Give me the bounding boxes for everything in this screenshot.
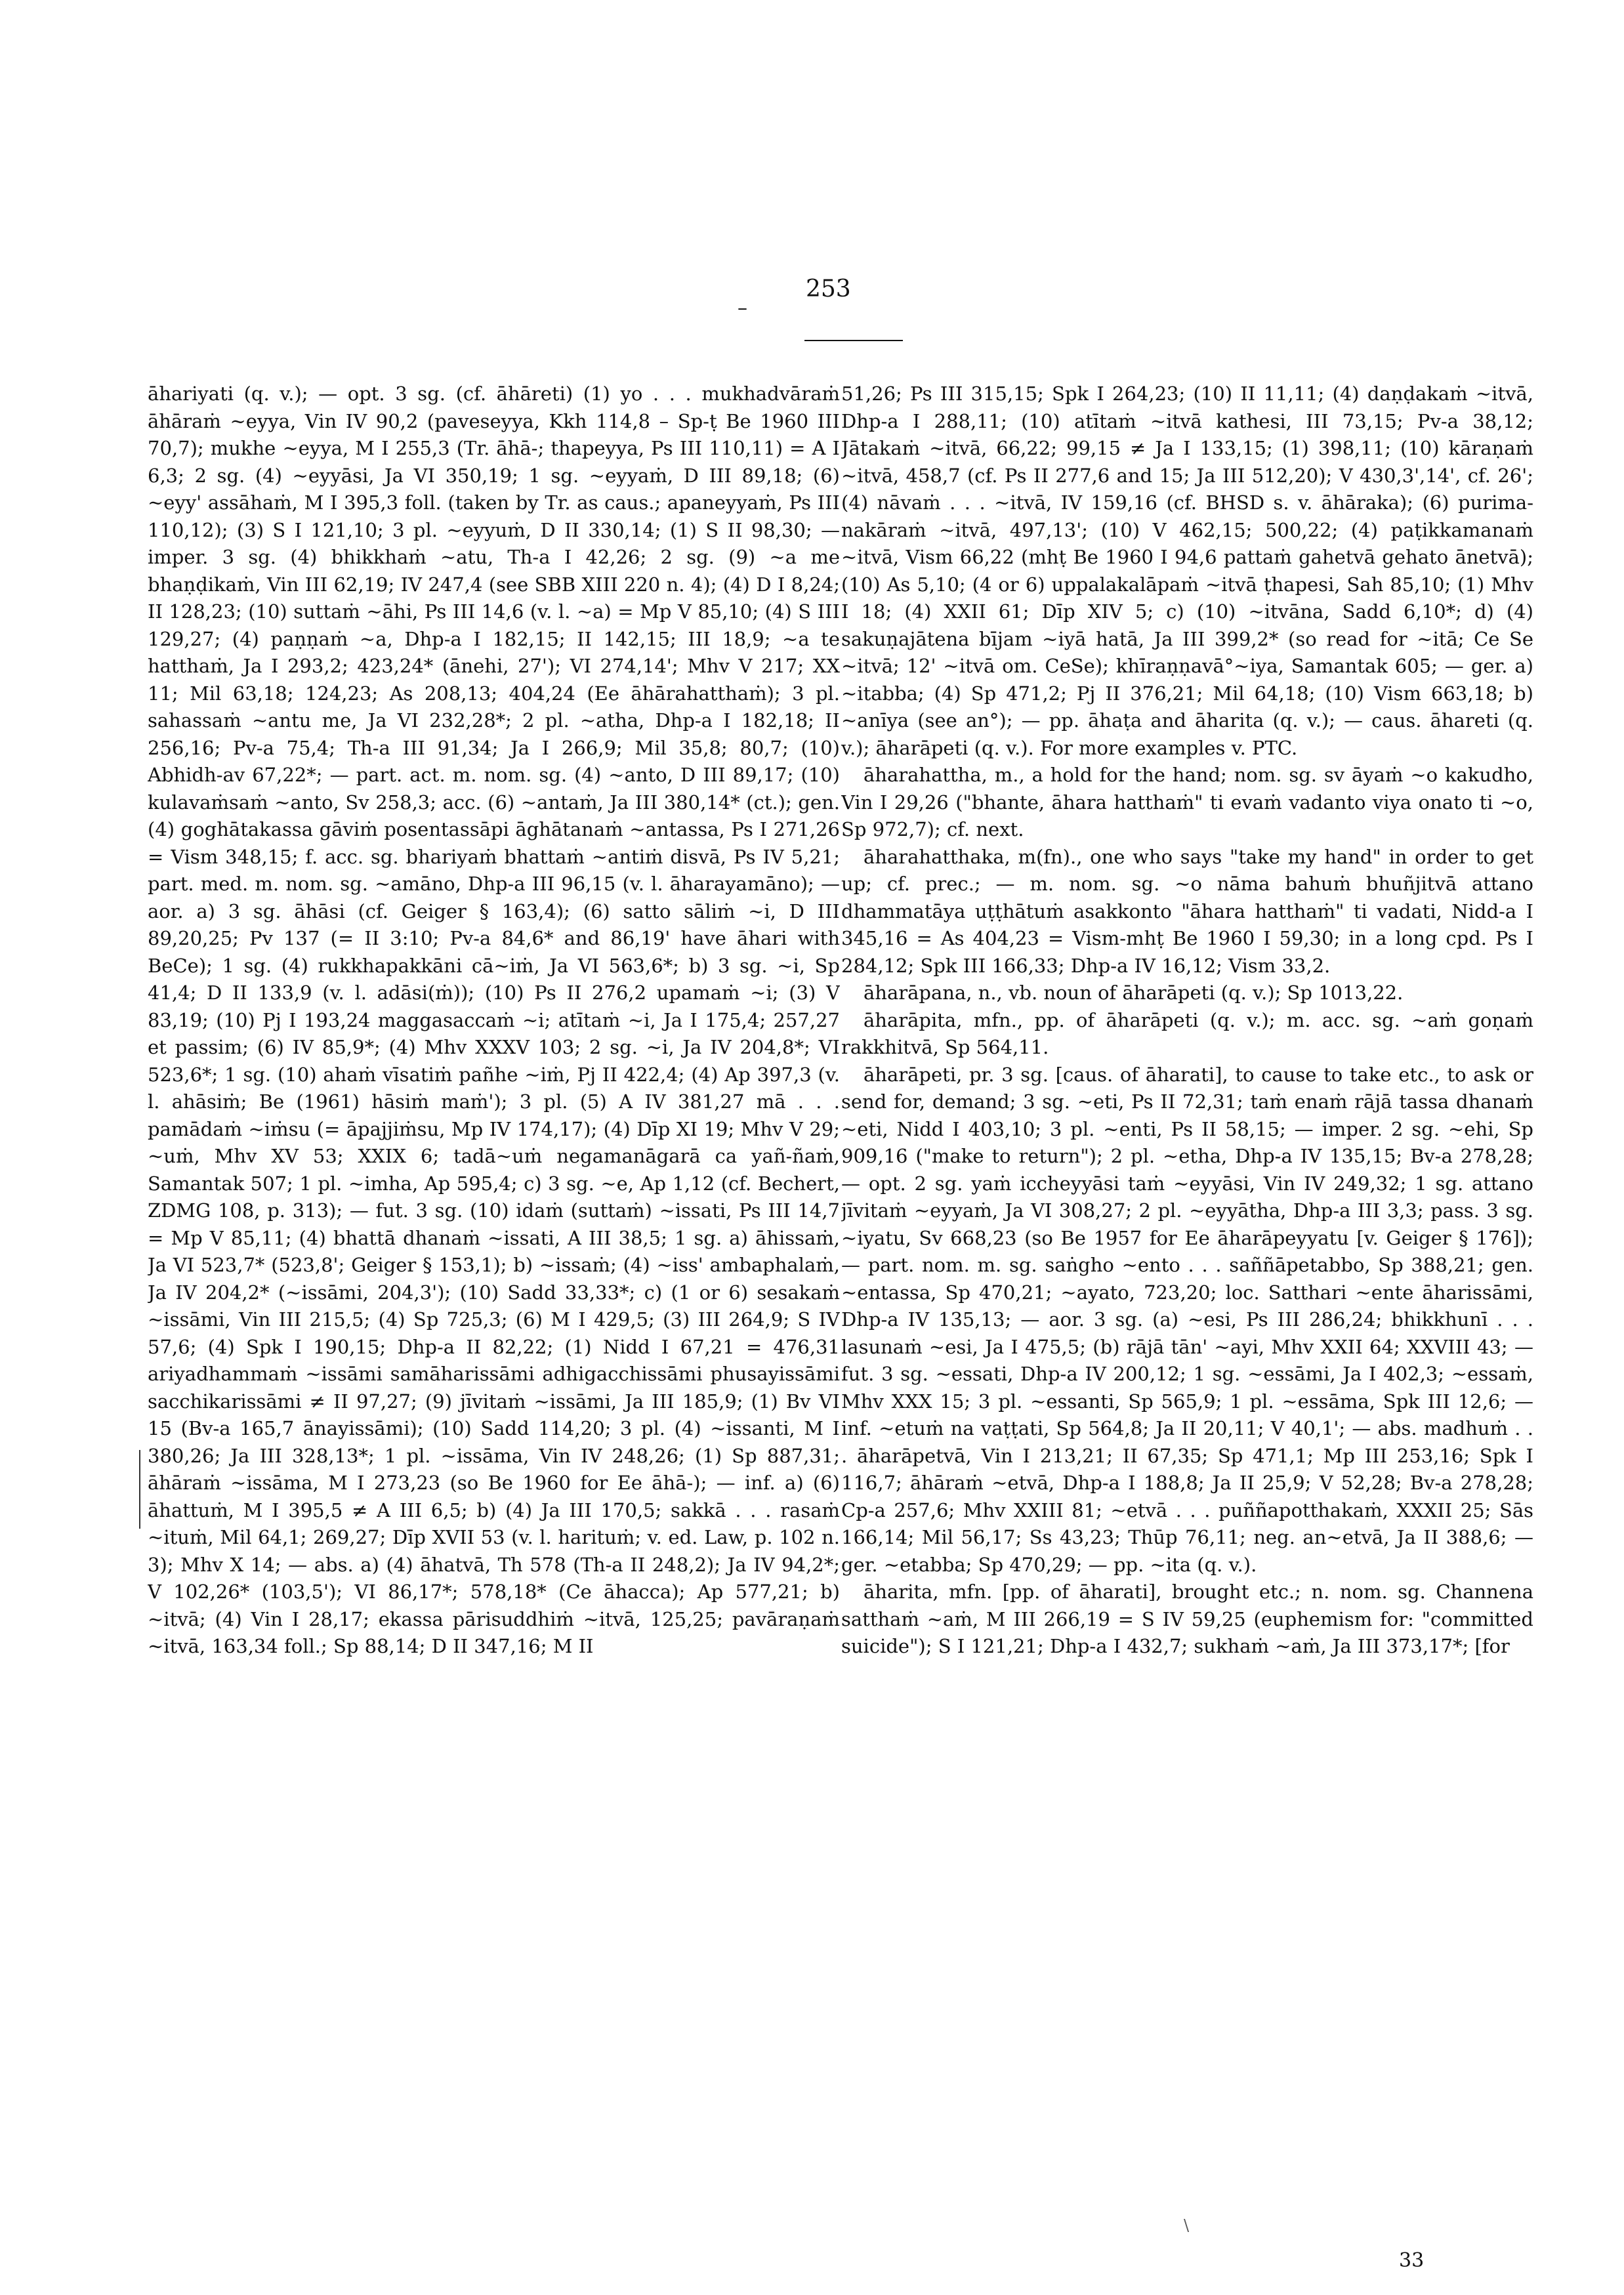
entry-aharapana: āharāpana, n., vb. noun of āharāpeti (q. v.); Sp 1013,22. xyxy=(864,982,1404,1004)
entry-aharapita: āharāpita, mfn., pp. of āharāpeti (q. v.); m. acc. sg. ~aṁ goṇaṁ rakkhitvā, Sp 564,11. xyxy=(841,1008,1533,1058)
entry-aharita: āharita, mfn. [pp. of āharati], brought etc.; n. nom. sg. Channena satthaṁ ~aṁ, M III 266,19 = S IV 59,25 (euphemism for: "committed suicide"); S I 121,21; Dhp-a I 432,7; sukhaṁ ~aṁ, Ja III 373,17*; [for xyxy=(841,1581,1533,1657)
entry-aharahattha: āharahattha, m., a hold for the hand; nom. sg. sv āyaṁ ~o kakudho, Vin I 29,26 ("bhante, āhara hatthaṁ" ti evaṁ vadanto viya onato ti ~o, Sp 972,7); cf. next. xyxy=(841,764,1533,840)
left-column xyxy=(148,381,840,2270)
entry-text: āhariyati (q. v.); — opt. 3 sg. (cf. āhāreti) (1) yo . . . mukhadvāraṁ āhāraṁ ~eyya, Vin IV 90,2 (paveseyya, Kkh 114,8 – Sp-ṭ Be 1960 III 70,7); mukhe ~eyya, M I 255,3 (Tr. āhā-; thapeyya, Ps III 110,11) = A I 6,3; 2 sg. (4) ~eyyāsi, Ja VI 350,19; 1 sg. ~eyyaṁ, D III 89,18; (6) ~eyy' assāhaṁ, M I 395,3 foll. (taken by Tr. as caus.; apaneyyaṁ, Ps III 110,12); (3) S I 121,10; 3 pl. ~eyyuṁ, D II 330,14; (1) S II 98,30; — imper. 3 sg. (4) bhikkhaṁ ~atu, Th-a I 42,26; 2 sg. (9) ~a me bhaṇḍikaṁ, Vin III 62,19; IV 247,4 (see SBB XIII 220 n. 4); (4) D I 8,24; II 128,23; (10) suttaṁ ~āhi, Ps III 14,6 (v. l. ~a) = Mp V 85,10; (4) S III 129,27; (4) paṇṇaṁ ~a, Dhp-a I 182,15; II 142,15; III 18,9; ~a te hatthaṁ, Ja I 293,2; 423,24* (ānehi, 27'); VI 274,14'; Mhv V 217; XX 11; Mil 63,18; 124,23; As 208,13; 404,24 (Ee āhārahatthaṁ); 3 pl. sahassaṁ ~antu me, Ja VI 232,28*; 2 pl. ~atha, Dhp-a I 182,18; II 256,16; Pv-a 75,4; Th-a III 91,34; Ja I 266,9; Mil 35,8; 80,7; (10) Abhidh-av 67,22*; — part. act. m. nom. sg. (4) ~anto, D III 89,17; (10) kulavaṁsaṁ ~anto, Sv 258,3; acc. (6) ~antaṁ, Ja III 380,14* (ct.); gen. (4) goghātakassa gāviṁ posentassāpi āghātanaṁ ~antassa, Ps I 271,26 = Vism 348,15; f. acc. sg. bhariyaṁ bhattaṁ ~antiṁ disvā, Ps IV 5,21; part. med. m. nom. sg. ~amāno, Dhp-a III 96,15 (v. l. āharayamāno); — aor. a) 3 sg. āhāsi (cf. Geiger § 163,4); (6) satto sāliṁ ~i, D III 89,20,25; Pv 137 (= II 3:10; Pv-a 84,6* and 86,19' have āhari with BeCe); 1 sg. (4) rukkhapakkāni cā~iṁ, Ja VI 563,6*; b) 3 sg. ~i, Sp 41,4; D II 133,9 (v. l. adāsi(ṁ)); (10) Ps II 276,2 upamaṁ ~i; (3) V 83,19; (10) Pj I 193,24 maggasaccaṁ ~i; atītaṁ ~i, Ja I 175,4; 257,27 et passim; (6) IV 85,9*; (4) Mhv XXXV 103; 2 sg. ~i, Ja IV 204,8*; VI 523,6*; 1 sg. (10) ahaṁ vīsatiṁ pañhe ~iṁ, Pj II 422,4; (4) Ap 397,3 (v. l. ahāsiṁ; Be (1961) hāsiṁ maṁ'); 3 pl. (5) A IV 381,27 mā . . . pamādaṁ ~iṁsu (= āpajjiṁsu, Mp IV 174,17); (4) Dīp XI 19; Mhv V 29; ~uṁ, Mhv XV 53; XXIX 6; tadā~uṁ negamanāgarā ca yañ-ñaṁ, Samantak 507; 1 pl. ~imha, Ap 595,4; c) 3 sg. ~e, Ap 1,12 (cf. Bechert, ZDMG 108, p. 313); — fut. 3 sg. (10) idaṁ (suttaṁ) ~issati, Ps III 14,7 = Mp V 85,11; (4) bhattā dhanaṁ ~issati, A III 38,5; 1 sg. a) āhissaṁ, Ja VI 523,7* (523,8'; Geiger § 153,1); b) ~issaṁ; (4) ~iss' ambaphalaṁ, Ja IV 204,2* (~issāmi, 204,3'); (10) Sadd 33,33*; c) (1 or 6) sesakaṁ ~issāmi, Vin III 215,5; (4) Sp 725,3; (6) M I 429,5; (3) III 264,9; S IV 57,6; (4) Spk I 190,15; Dhp-a II 82,22; (1) Nidd I 67,21 = 476,31 ariyadhammaṁ ~issāmi samāharissāmi adhigacchissāmi phusayissāmi sacchikarissāmi ≠ II 97,27; (9) jīvitaṁ ~issāmi, Ja III 185,9; (1) Bv VI 15 (Bv-a 165,7 ānayissāmi); (10) Sadd 114,20; 3 pl. (4) ~issanti, M I 380,26; Ja III 328,13*; 1 pl. ~issāma, Vin IV 248,26; (1) Sp 887,31; āhāraṁ ~issāma, M I 273,23 (so Be 1960 for Ee āhā-); — inf. a) (6) āhattuṁ, M I 395,5 ≠ A III 6,5; b) (4) Ja III 170,5; sakkā . . . rasaṁ ~ituṁ, Mil 64,1; 269,27; Dīp XVII 53 (v. l. harituṁ; v. ed. Law, p. 102 n. 3); Mhv X 14; — abs. a) (4) āhatvā, Th 578 (Th-a II 248,2); Ja IV 94,2*; V 102,26* (103,5'); VI 86,17*; 578,18* (Ce āhacca); Ap 577,21; b) ~itvā; (4) Vin I 28,17; ekassa pārisuddhiṁ ~itvā, 125,25; pavāraṇaṁ ~itvā, 163,34 foll.; Sp 88,14; D II 347,16; M II xyxy=(148,382,840,1657)
entry-continuation: 51,26; Ps III 315,15; Spk I 264,23; (10) II 11,11; (4) daṇḍakaṁ ~itvā, Dhp-a I 288,11; (10) atītaṁ ~itvā kathesi, III 73,15; Pv-a 38,12; Jātakaṁ ~itvā, 66,22; 99,15 ≠ Ja I 133,15; (1) 398,11; (10) kāraṇaṁ ~itvā, 458,7 (cf. Ps II 277,6 and 15; Ja III 512,20); V 430,3',14', cf. 26'; (4) nāvaṁ . . . ~itvā, IV 159,16 (cf. BHSD s. v. āhāraka); (6) purima-nakāraṁ ~itvā, 497,13'; (10) V 462,15; 500,22; (4) paṭikkamanaṁ ~itvā, Vism 66,22 (mhṭ Be 1960 I 94,6 pattaṁ gahetvā gehato ānetvā); (10) As 5,10; (4 or 6) uppalakalāpaṁ ~itvā ṭhapesi, Sah 85,10; (1) Mhv I 18; (4) XXII 61; Dīp XIV 5; c) (10) ~itvāna, Sadd 6,10*; d) (4) sakuṇajātena bījam ~iyā hatā, Ja III 399,2* (so read for ~itā; Ce Se ~itvā; 12' ~itvā om. CeSe); khīraṇṇavā°~iya, Samantak 605; — ger. a) ~itabba; (4) Sp 471,2; Pj II 376,21; Mil 64,18; (10) Vism 663,18; b) ~anīya (see an°); — pp. āhaṭa and āharita (q. v.); — caus. āhareti (q. v.); āharāpeti (q. v.). For more examples v. PTC. xyxy=(841,382,1533,759)
margin-bar xyxy=(139,1450,140,1529)
signature-mark: 33 xyxy=(1399,2249,1425,2272)
stray-mark: \ xyxy=(1184,2216,1190,2235)
right-column xyxy=(841,381,1533,2270)
page-number-rule xyxy=(804,340,903,341)
entry-aharahatthaka: āharahatthaka, m(fn)., one who says "take my hand" in order to get up; cf. prec.; — m. nom. sg. ~o nāma bahuṁ bhuñjitvā attano dhammatāya uṭṭhātuṁ asakkonto "āhara hatthaṁ" ti vadati, Nidd-a I 345,16 = As 404,23 = Vism-mhṭ Be 1960 I 59,30; in a long cpd. Ps I 284,12; Spk III 166,33; Dhp-a IV 16,12; Vism 33,2. xyxy=(841,845,1533,977)
page-number: 253 xyxy=(806,276,851,302)
running-head-mark: – xyxy=(738,297,747,320)
entry-aharapeti: āharāpeti, pr. 3 sg. [caus. of āharati], to cause to take etc., to ask or send for, demand; 3 sg. ~eti, Ps II 72,31; taṁ enaṁ rājā tassa dhanaṁ ~eti, Nidd I 403,10; 3 pl. ~enti, Ps II 58,15; — imper. 2 sg. ~ehi, Sp 909,16 ("make to return"); 2 pl. ~etha, Dhp-a IV 135,15; Bv-a 278,28; — opt. 2 sg. yaṁ iccheyyāsi taṁ ~eyyāsi, Vin IV 249,32; 1 sg. attano jīvitaṁ ~eyyaṁ, Ja VI 308,27; 2 pl. ~eyyātha, Dhp-a III 3,3; pass. 3 sg. ~iyatu, Sv 668,23 (so Be 1957 for Ee āharāpeyyatu [v. Geiger § 176]); — part. nom. m. sg. saṅgho ~ento . . . saññāpetabbo, Sp 388,21; gen. ~entassa, Sp 470,21; ~ayato, 723,20; loc. Satthari ~ente āharissāmi, Dhp-a IV 135,13; — aor. 3 sg. (a) ~esi, Ps III 286,24; bhikkhunī . . . lasunaṁ ~esi, Ja I 475,5; (b) rājā tān' ~ayi, Mhv XXII 64; XXVIII 43; — fut. 3 sg. ~essati, Dhp-a IV 200,12; 1 sg. ~essāmi, Ja I 402,3; ~essaṁ, Mhv XXX 15; 3 pl. ~essanti, Sp 565,9; 1 pl. ~essāma, Spk III 12,6; — inf. ~etuṁ na vaṭṭati, Sp 564,8; Ja II 20,11; V 40,1'; — abs. madhuṁ . . . āharāpetvā, Vin I 213,21; II 67,35; Sp 471,1; Mp III 253,16; Spk I 116,7; āhāraṁ ~etvā, Dhp-a I 188,8; Ja II 25,9; V 52,28; Bv-a 278,28; Cp-a 257,6; Mhv XXIII 81; ~etvā . . . puññapotthakaṁ, XXXII 25; Sās 166,14; Mil 56,17; Ss 43,23; Thūp 76,11; neg. an~etvā, Ja II 388,6; — ger. ~etabba; Sp 470,29; — pp. ~ita (q. v.). xyxy=(841,1063,1533,1576)
